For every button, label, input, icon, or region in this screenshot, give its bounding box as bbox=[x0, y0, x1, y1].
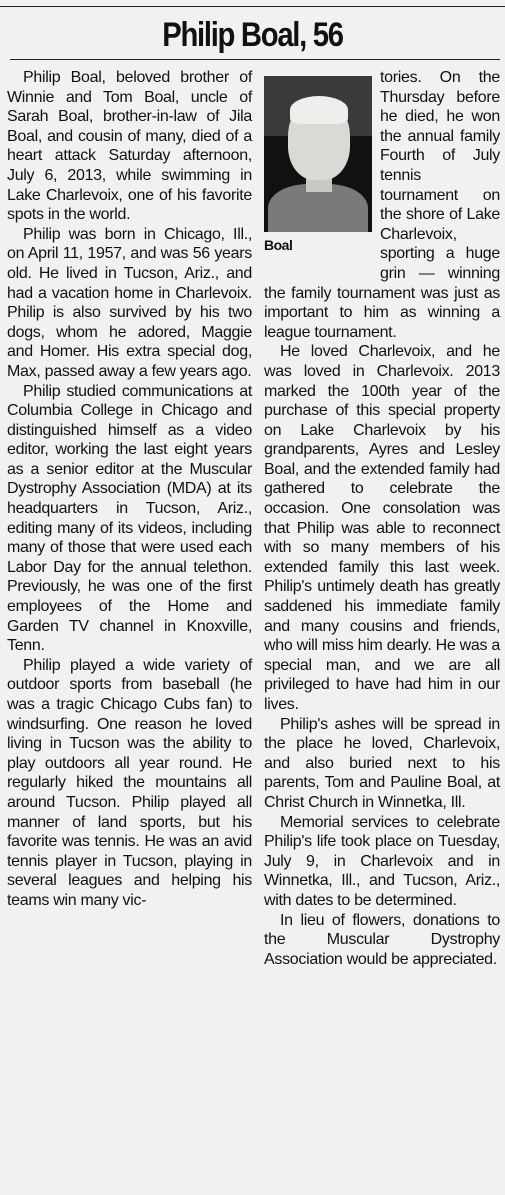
article-body bbox=[0, 68, 505, 1193]
right-column bbox=[264, 68, 500, 969]
paragraph: Philip's ashes will be spread in the place he loved, Charlevoix, and also buried next to his parents, Tom and Pauline Boal, at Christ Church in Winnetka, Ill. bbox=[264, 715, 500, 811]
headline: Philip Boal, 56 bbox=[162, 16, 343, 54]
paragraph: Philip Boal, beloved brother of Winnie and Tom Boal, uncle of Sarah Boal, brother-in-law of Jila Boal, and cousin of many, died of a heart attack Saturday afternoon, July 6, 2013, while swimming in Lake Charlevoix, one of his favorite spots in the world. bbox=[7, 69, 252, 224]
paragraph: Philip studied communications at Columbia College in Chicago and distinguished himself as a video editor, working the last eight years as a senior editor at the Muscular Dystrophy Association (MDA) at its headquarters in Tucson, Ariz., editing many of its videos, including many of those that were used each Labor Day for the annual telethon. Previously, he was one of the first employees of the Home and Garden TV channel in Knoxville, Tenn. bbox=[7, 382, 252, 655]
portrait-figure bbox=[264, 76, 372, 258]
paragraph: Memorial services to celebrate Philip's life took place on Tuesday, July 9, in Charlevoix and in Winnetka, Ill., and Tucson, Ariz., with dates to be determined. bbox=[264, 813, 500, 909]
headline-rule bbox=[10, 59, 500, 60]
paragraph: In lieu of flowers, donations to the Muscular Dystrophy Association would be appreciated. bbox=[264, 911, 500, 968]
portrait-photo bbox=[264, 76, 372, 232]
paragraph: tories. On the Thursday before he died, he won the annual family Fourth of July tennis tournament on the shore of Lake Charlevoix, sporting a huge grin — winning the family tournament was just as important to him as winning a league tournament. bbox=[264, 69, 500, 341]
paragraph: Philip played a wide variety of outdoor sports from baseball (he was a tragic Chicago Cubs fan) to windsurfing. One reason he loved living in Tucson was the ability to play outdoors all year round. He regularly hiked the mountains all around Tucson. Philip played all manner of land sports, but his favorite was tennis. He was an avid tennis player in Tucson, playing in several leagues and helping his teams win many vic- bbox=[7, 656, 252, 909]
paragraph: Philip was born in Chicago, Ill., on April 11, 1957, and was 56 years old. He lived in Tucson, Ariz., and had a vacation home in Charlevoix. Philip is also survived by his two dogs, whom he adored, Maggie and Homer. His extra special dog, Max, passed away a few years ago. bbox=[7, 225, 252, 380]
top-rule bbox=[0, 0, 505, 7]
photo-caption: Boal bbox=[264, 237, 293, 253]
paragraph: He loved Charlevoix, and he was loved in Charlevoix. 2013 marked the 100th year of the purchase of this special property on Lake Charlevoix by his grandparents, Ayres and Lesley Boal, and the extended family had gathered to celebrate the occasion. One consolation was that Philip was able to reconnect with so many members of his extended family this last week. Philip's untimely death has greatly saddened his immediate family and many cousins and friends, who will miss him dearly. He was a special man, and we are all privileged to have had him in our lives. bbox=[264, 343, 500, 713]
left-column bbox=[7, 68, 252, 911]
